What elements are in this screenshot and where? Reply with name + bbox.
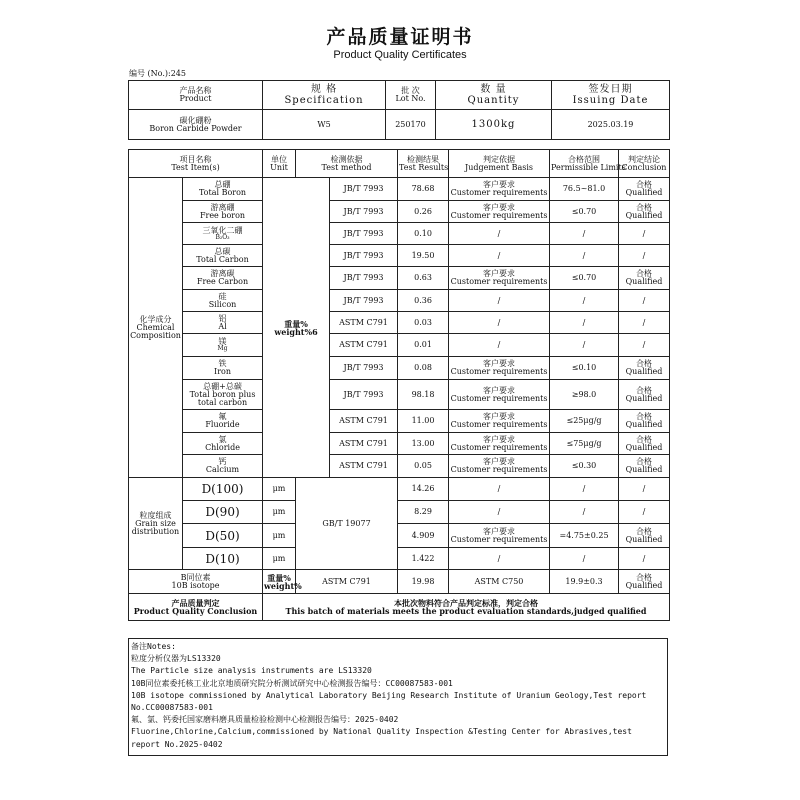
specification-value: W5 bbox=[263, 110, 386, 140]
judgement-basis: / bbox=[449, 334, 550, 357]
test-method: JB/T 7993 bbox=[330, 267, 398, 290]
permissible-limit: ≥98.0 bbox=[550, 380, 619, 410]
conclusion: 合格 Qualified bbox=[619, 267, 670, 290]
permissible-limit: / bbox=[550, 501, 619, 524]
permissible-limit: ≤75μg/g bbox=[550, 433, 619, 455]
grain-size-label: 粒度组成 Grain size distribution bbox=[129, 478, 183, 570]
test-result: 0.63 bbox=[398, 267, 449, 290]
test-method: JB/T 7993 bbox=[330, 245, 398, 267]
test-results-table bbox=[128, 149, 670, 621]
permissible-limit: / bbox=[550, 290, 619, 312]
isotope-item-name: B同位素 10B isotope bbox=[129, 570, 263, 594]
conclusion: / bbox=[619, 501, 670, 524]
judgement-basis: / bbox=[449, 478, 550, 501]
notes-line: Fluorine,Chlorine,Calcium,commissioned by National Quality Inspection &Testing Center for Abrasives,test bbox=[131, 727, 632, 737]
isotope-unit: 重量% weight% bbox=[263, 570, 296, 594]
table-row bbox=[129, 501, 670, 524]
conclusion: 合格 Qualified bbox=[619, 380, 670, 410]
test-method: JB/T 7993 bbox=[330, 201, 398, 223]
test-item-name: 总硼 Total Boron bbox=[183, 178, 263, 201]
judgement-basis: / bbox=[449, 312, 550, 334]
permissible-limit: ≤0.70 bbox=[550, 201, 619, 223]
test-method: JB/T 7993 bbox=[330, 178, 398, 201]
conclusion: 合格 Qualified bbox=[619, 357, 670, 380]
test-result: 0.26 bbox=[398, 201, 449, 223]
conclusion: / bbox=[619, 548, 670, 570]
product-header-row bbox=[129, 81, 670, 110]
header-judgement-basis: 判定依据 Judgement Basis bbox=[449, 150, 550, 178]
test-item-name: 游离硼 Free boron bbox=[183, 201, 263, 223]
test-item-name: 总硼+总碳 Total boron plus total carbon bbox=[183, 380, 263, 410]
conclusion: 合格 Qualified bbox=[619, 455, 670, 478]
test-result: 1.422 bbox=[398, 548, 449, 570]
product-conclusion-label: 产品质量判定 Product Quality Conclusion bbox=[129, 594, 263, 621]
notes-line: 氟、氯、钙委托国家磨料磨具质量检验检测中心检测报告编号：2025-0402 bbox=[131, 715, 399, 725]
test-item-name: 氟 Fluoride bbox=[183, 410, 263, 433]
product-conclusion-text: 本批次物料符合产品判定标准，判定合格 This batch of materials meets the product evaluation standards,judged qualified bbox=[263, 594, 670, 621]
chemical-composition-label: 化学成分 Chemical Composition bbox=[129, 178, 183, 478]
grain-test-method: GB/T 19077 bbox=[296, 478, 398, 570]
table-row bbox=[129, 290, 670, 312]
notes-line: The Particle size analysis instruments are LS13320 bbox=[131, 666, 372, 676]
judgement-basis: / bbox=[449, 223, 550, 245]
judgement-basis: 客户要求 Customer requirements bbox=[449, 524, 550, 548]
product-value-row bbox=[129, 110, 670, 140]
table-row bbox=[129, 455, 670, 478]
test-item-name: 硅 Silicon bbox=[183, 290, 263, 312]
judgement-basis: 客户要求 Customer requirements bbox=[449, 201, 550, 223]
notes-line: 10B isotope commissioned by Analytical Laboratory Beijing Research Institute of Uranium Geology,Test report bbox=[131, 690, 647, 700]
header-conclusion: 判定结论 Conclusion bbox=[619, 150, 670, 178]
table-row bbox=[129, 548, 670, 570]
permissible-limit: / bbox=[550, 478, 619, 501]
judgement-basis: 客户要求 Customer requirements bbox=[449, 455, 550, 478]
header-test-method: 检测依据 Test method bbox=[296, 150, 398, 178]
conclusion: / bbox=[619, 312, 670, 334]
test-item-name: 氯 Chloride bbox=[183, 433, 263, 455]
test-method: JB/T 7993 bbox=[330, 290, 398, 312]
grain-unit: μm bbox=[263, 501, 296, 524]
test-method: JB/T 7993 bbox=[330, 223, 398, 245]
table-row bbox=[129, 357, 670, 380]
test-result: 0.36 bbox=[398, 290, 449, 312]
notes-line: report No.2025-0402 bbox=[131, 739, 223, 749]
issuing-date-value: 2025.03.19 bbox=[552, 110, 670, 140]
header-test-results: 检测结果 Test Results bbox=[398, 150, 449, 178]
test-item-name: 铝 Al bbox=[183, 312, 263, 334]
header-lot: 批 次 Lot No. bbox=[386, 81, 436, 110]
table-row bbox=[129, 380, 670, 410]
notes-line: 粒度分析仪器为LS13320 bbox=[131, 654, 221, 664]
conclusion: 合格 Qualified bbox=[619, 178, 670, 201]
permissible-limit: 19.9±0.3 bbox=[550, 570, 619, 594]
header-test-item: 项目名称 Test Item(s) bbox=[129, 150, 263, 178]
table-row bbox=[129, 267, 670, 290]
header-quantity: 数 量 Quantity bbox=[436, 81, 552, 110]
certificate-number: 编号 (No.):245 bbox=[129, 69, 186, 78]
permissible-limit: ≤25μg/g bbox=[550, 410, 619, 433]
test-result: 14.26 bbox=[398, 478, 449, 501]
product-name: 碳化硼粉 Boron Carbide Powder bbox=[129, 110, 263, 140]
grain-label: D(50) bbox=[183, 524, 263, 548]
test-item-name: 游离碳 Free Carbon bbox=[183, 267, 263, 290]
test-result: 0.05 bbox=[398, 455, 449, 478]
test-result: 19.50 bbox=[398, 245, 449, 267]
judgement-basis: 客户要求 Customer requirements bbox=[449, 380, 550, 410]
test-item-name: 总碳 Total Carbon bbox=[183, 245, 263, 267]
conclusion: / bbox=[619, 478, 670, 501]
conclusion: 合格 Qualified bbox=[619, 570, 670, 594]
table-row bbox=[129, 334, 670, 357]
test-result: 0.10 bbox=[398, 223, 449, 245]
judgement-basis: ASTM C750 bbox=[449, 570, 550, 594]
permissible-limit: 76.5~81.0 bbox=[550, 178, 619, 201]
test-method: JB/T 7993 bbox=[330, 380, 398, 410]
notes-line: No.CC00087583-001 bbox=[131, 703, 213, 713]
test-result: 0.03 bbox=[398, 312, 449, 334]
conclusion: / bbox=[619, 334, 670, 357]
judgement-basis: 客户要求 Customer requirements bbox=[449, 433, 550, 455]
conclusion: 合格 Qualified bbox=[619, 433, 670, 455]
grain-unit: μm bbox=[263, 524, 296, 548]
test-method: ASTM C791 bbox=[330, 334, 398, 357]
header-specification: 规 格 Specification bbox=[263, 81, 386, 110]
product-info-table bbox=[128, 80, 670, 140]
header-issuing-date: 签发日期 Issuing Date bbox=[552, 81, 670, 110]
grain-label: D(100) bbox=[183, 478, 263, 501]
grain-unit: μm bbox=[263, 548, 296, 570]
permissible-limit: ≤0.30 bbox=[550, 455, 619, 478]
test-result: 11.00 bbox=[398, 410, 449, 433]
conclusion: / bbox=[619, 290, 670, 312]
isotope-row bbox=[129, 570, 670, 594]
header-permissible-limits: 合格范围 Permissible Limits bbox=[550, 150, 619, 178]
test-result: 98.18 bbox=[398, 380, 449, 410]
notes-line: 备注Notes: bbox=[131, 642, 176, 651]
grain-unit: μm bbox=[263, 478, 296, 501]
test-result: 8.29 bbox=[398, 501, 449, 524]
test-result: 0.01 bbox=[398, 334, 449, 357]
quantity-value: 1300kg bbox=[436, 110, 552, 140]
judgement-basis: 客户要求 Customer requirements bbox=[449, 178, 550, 201]
grain-label: D(90) bbox=[183, 501, 263, 524]
table-row bbox=[129, 433, 670, 455]
permissible-limit: =4.75±0.25 bbox=[550, 524, 619, 548]
permissible-limit: ≤0.10 bbox=[550, 357, 619, 380]
test-method: ASTM C791 bbox=[330, 410, 398, 433]
product-conclusion-row bbox=[129, 594, 670, 621]
test-item-name: 镁 Mg bbox=[183, 334, 263, 357]
table-row bbox=[129, 223, 670, 245]
judgement-basis: / bbox=[449, 245, 550, 267]
test-item-name: 钙 Calcium bbox=[183, 455, 263, 478]
test-result: 19.98 bbox=[398, 570, 449, 594]
test-item-name: 铁 Iron bbox=[183, 357, 263, 380]
test-method: ASTM C791 bbox=[330, 312, 398, 334]
header-product: 产品名称 Product bbox=[129, 81, 263, 110]
test-method: JB/T 7993 bbox=[330, 357, 398, 380]
conclusion: 合格 Qualified bbox=[619, 524, 670, 548]
test-result: 78.68 bbox=[398, 178, 449, 201]
test-method: ASTM C791 bbox=[296, 570, 398, 594]
test-result: 0.08 bbox=[398, 357, 449, 380]
conclusion: 合格 Qualified bbox=[619, 410, 670, 433]
table-row bbox=[129, 478, 670, 501]
permissible-limit: ≤0.70 bbox=[550, 267, 619, 290]
header-unit: 单位 Unit bbox=[263, 150, 296, 178]
judgement-basis: 客户要求 Customer requirements bbox=[449, 357, 550, 380]
test-method: ASTM C791 bbox=[330, 455, 398, 478]
permissible-limit: / bbox=[550, 312, 619, 334]
test-item-name: 三氧化二硼 B₂O₃ bbox=[183, 223, 263, 245]
permissible-limit: / bbox=[550, 223, 619, 245]
grain-label: D(10) bbox=[183, 548, 263, 570]
lot-value: 250170 bbox=[386, 110, 436, 140]
judgement-basis: 客户要求 Customer requirements bbox=[449, 267, 550, 290]
table-row bbox=[129, 178, 670, 201]
judgement-basis: / bbox=[449, 501, 550, 524]
permissible-limit: / bbox=[550, 245, 619, 267]
test-result: 4.909 bbox=[398, 524, 449, 548]
notes-line: 10B同位素委托核工业北京地质研究院分析测试研究中心检测报告编号：CC00087583-001 bbox=[131, 678, 453, 688]
conclusion: 合格 Qualified bbox=[619, 201, 670, 223]
judgement-basis: 客户要求 Customer requirements bbox=[449, 410, 550, 433]
table-row bbox=[129, 524, 670, 548]
test-header-row bbox=[129, 150, 670, 178]
table-row bbox=[129, 410, 670, 433]
test-method: ASTM C791 bbox=[330, 433, 398, 455]
notes-box bbox=[128, 638, 668, 756]
permissible-limit: / bbox=[550, 548, 619, 570]
judgement-basis: / bbox=[449, 548, 550, 570]
permissible-limit: / bbox=[550, 334, 619, 357]
test-result: 13.00 bbox=[398, 433, 449, 455]
conclusion: / bbox=[619, 245, 670, 267]
table-row bbox=[129, 245, 670, 267]
table-row bbox=[129, 312, 670, 334]
certificate-title-cn: 产品质量证明书 bbox=[326, 26, 474, 48]
table-row bbox=[129, 201, 670, 223]
chemical-unit: 重量% weight%6 bbox=[263, 178, 330, 478]
certificate-title-en: Product Quality Certificates bbox=[333, 49, 467, 61]
judgement-basis: / bbox=[449, 290, 550, 312]
conclusion: / bbox=[619, 223, 670, 245]
test-table-body bbox=[129, 150, 670, 621]
